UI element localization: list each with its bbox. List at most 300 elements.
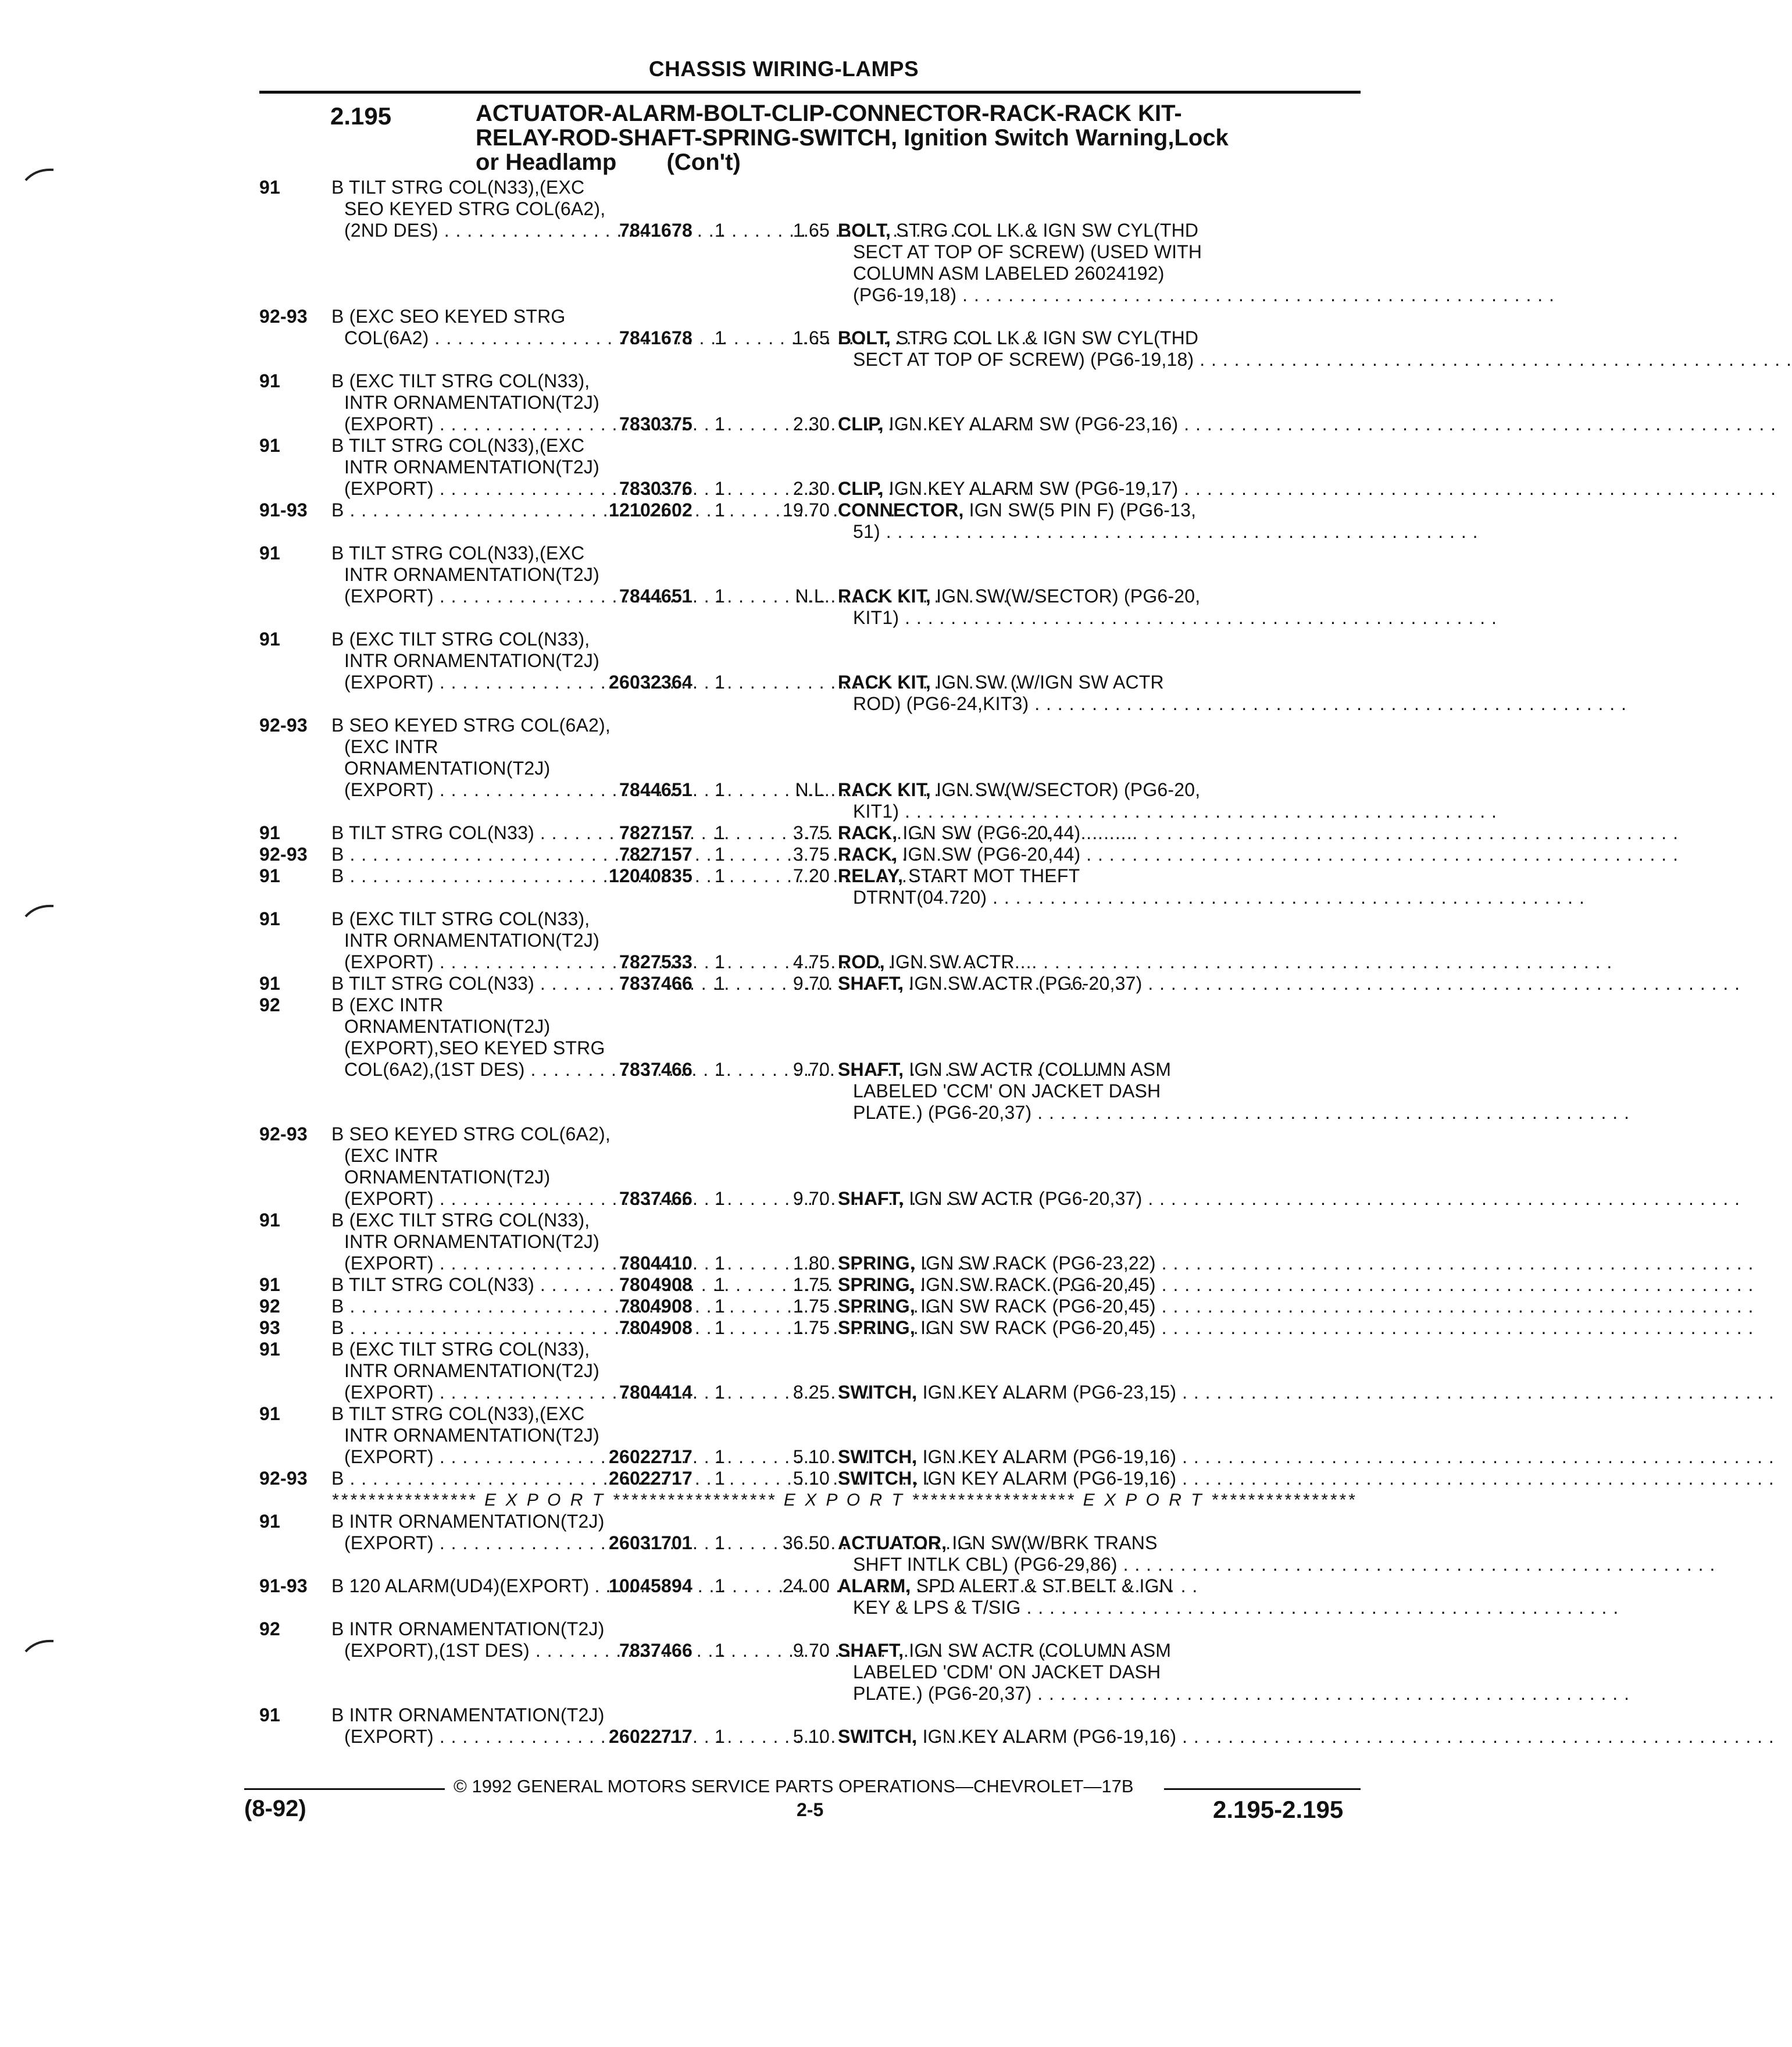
usage-line: ORNAMENTATION(T2J) — [344, 1016, 551, 1037]
part-name-keyword: RACK KIT, — [838, 586, 931, 607]
quantity: 1 — [715, 1446, 725, 1467]
part-number: 7830375 — [619, 413, 692, 434]
model-year: 91 — [259, 370, 280, 391]
usage-line: B SEO KEYED STRG COL(6A2), — [331, 715, 611, 736]
quantity-cell — [697, 1274, 742, 1296]
quantity-cell — [697, 1704, 742, 1748]
quantity: 1 — [715, 1317, 725, 1338]
quantity: 1 — [715, 413, 725, 434]
part-name-line — [838, 1296, 1219, 1317]
part-name-text: IGN SW RACK (PG6-20,45) — [920, 1296, 1156, 1317]
quantity-cell — [697, 822, 742, 844]
part-name-text: IGN KEY ALARM SW (PG6-19,17) — [888, 478, 1179, 499]
part-number: 7837466 — [619, 973, 692, 994]
part-number-cell — [578, 994, 697, 1124]
part-name-keyword: BOLT, — [838, 220, 891, 241]
quantity-cell — [697, 715, 742, 822]
part-name-line: SECT AT TOP OF SCREW) (PG6-19,18) . . . — [838, 349, 1219, 370]
part-name-text: SPD ALERT & ST BELT & IGN — [916, 1575, 1173, 1596]
part-name-text: IGN SW (PG6-20,44) — [902, 844, 1081, 865]
quantity-cell — [697, 908, 742, 973]
price-cell — [742, 1274, 838, 1296]
price-cell — [742, 1468, 838, 1489]
part-number-cell — [578, 500, 697, 543]
price: 5.10 — [793, 1726, 830, 1747]
price-cell — [742, 1704, 838, 1748]
usage-line: B TILT STRG COL(N33),(EXC — [331, 435, 585, 456]
part-name-keyword: RACK KIT, — [838, 779, 931, 800]
part-name-keyword: SPRING, — [838, 1274, 915, 1295]
usage-description — [331, 865, 578, 908]
table-row — [259, 822, 1364, 844]
price-cell — [742, 1124, 838, 1210]
part-name — [838, 543, 1219, 629]
usage-description — [331, 1618, 605, 1704]
part-number: 7804908 — [619, 1317, 692, 1338]
price: 1.75 — [793, 1296, 830, 1317]
price-cell — [742, 1296, 838, 1317]
part-name-line: SHFT INTLK CBL) (PG6-29,86) . . . — [838, 1554, 1219, 1575]
model-year: 93 — [259, 1317, 280, 1338]
price-cell — [742, 500, 838, 543]
table-row — [259, 865, 1364, 908]
part-name-keyword: ROD, — [838, 951, 885, 972]
part-number: 12040835 — [609, 865, 692, 886]
table-row — [259, 994, 1364, 1124]
usage-line: B 120 ALARM(UD4)(EXPORT) . . . . — [331, 1575, 578, 1597]
quantity: 1 — [715, 672, 725, 693]
price-cell — [742, 629, 838, 715]
price: 2.30 — [793, 478, 830, 499]
part-number: 7804414 — [619, 1382, 692, 1403]
model-year: 92-93 — [259, 844, 308, 865]
part-number-cell — [578, 1317, 697, 1339]
quantity: 1 — [715, 327, 725, 348]
usage-line: ORNAMENTATION(T2J) — [344, 758, 551, 779]
part-name-line: KIT1) . . . — [838, 607, 1219, 629]
part-number-cell — [578, 1210, 697, 1274]
usage-description — [331, 1124, 611, 1210]
export-banner: **************** E X P O R T ****************** E X P O R T ****************** E X P O R T **************** — [331, 1490, 1357, 1510]
usage-line: (EXPORT) . . . — [331, 1253, 578, 1274]
quantity: 1 — [715, 1296, 725, 1317]
part-name-keyword: SWITCH, — [838, 1468, 918, 1489]
part-name-keyword: RACK, — [838, 822, 898, 843]
part-number-cell — [578, 1575, 697, 1618]
quantity-cell — [697, 1575, 742, 1618]
part-number-cell — [578, 1511, 697, 1575]
part-name-text: IGN KEY ALARM (PG6-19,16) — [922, 1468, 1177, 1489]
usage-line: (EXPORT) . . . — [331, 1382, 578, 1403]
part-number: 7804410 — [619, 1253, 692, 1274]
part-name — [838, 715, 1219, 822]
table-row — [259, 1618, 1364, 1704]
part-number: 7841678 — [619, 220, 692, 241]
part-name-line — [838, 844, 1219, 865]
usage-line: (EXPORT),SEO KEYED STRG — [344, 1037, 605, 1058]
part-name-keyword: RELAY, — [838, 865, 904, 886]
part-name-line — [838, 586, 1219, 607]
table-row — [259, 435, 1364, 500]
part-number: 7804908 — [619, 1274, 692, 1295]
model-year: 91 — [259, 973, 280, 994]
price: 1.65 — [793, 220, 830, 241]
usage-line: B . . . — [331, 1296, 578, 1317]
part-name-keyword: RACK, — [838, 844, 898, 865]
part-name-line — [838, 327, 1219, 349]
part-name-line — [838, 779, 1219, 801]
quantity: 1 — [715, 865, 725, 886]
usage-line: B (EXC SEO KEYED STRG — [331, 306, 566, 327]
part-name — [838, 370, 1219, 435]
table-row — [259, 500, 1364, 543]
section-title-line: ACTUATOR-ALARM-BOLT-CLIP-CONNECTOR-RACK-RACK KIT- — [476, 101, 1182, 126]
section-title-line3: or Headlamp — [476, 149, 617, 175]
part-name-text: IGN SW ACTR (COLUMN ASM — [909, 1640, 1172, 1661]
table-row — [259, 908, 1364, 973]
quantity: 1 — [715, 1059, 725, 1080]
price-cell — [742, 543, 838, 629]
part-name-line: KEY & LPS & T/SIG . . . — [838, 1597, 1219, 1618]
part-name-text: IGN SW ACTR (PG6-20,37) — [909, 973, 1143, 994]
part-name — [838, 1403, 1219, 1468]
price: 1.65 — [793, 327, 830, 348]
usage-line: INTR ORNAMENTATION(T2J) — [344, 564, 599, 585]
part-name — [838, 865, 1219, 908]
part-name-keyword: SPRING, — [838, 1253, 915, 1274]
part-number: 7837466 — [619, 1188, 692, 1209]
part-name — [838, 1511, 1219, 1575]
quantity: 1 — [715, 586, 725, 607]
table-row — [259, 1511, 1364, 1575]
table-row — [259, 1124, 1364, 1210]
part-number: 7804908 — [619, 1296, 692, 1317]
price-cell — [742, 177, 838, 306]
part-number: 7837466 — [619, 1059, 692, 1080]
part-name-text: IGN SW (PG6-20,44) — [902, 822, 1081, 843]
model-year: 92-93 — [259, 1124, 308, 1144]
part-name — [838, 500, 1219, 543]
price: 3.75 — [793, 844, 830, 865]
part-name-text: IGN SW RACK (PG6-20,45) — [920, 1274, 1156, 1295]
quantity-cell — [697, 500, 742, 543]
usage-line: B TILT STRG COL(N33) . . . — [331, 973, 578, 994]
usage-description — [331, 306, 578, 370]
price: 1.80 — [793, 1253, 830, 1274]
usage-line: (EXC INTR — [344, 1145, 438, 1166]
part-number-cell — [578, 1274, 697, 1296]
usage-description — [331, 1274, 578, 1296]
part-name-line — [838, 1188, 1219, 1210]
part-name-text: IGN SW(W/BRK TRANS — [952, 1532, 1158, 1553]
model-year: 91 — [259, 435, 280, 456]
price: 5.10 — [793, 1468, 830, 1489]
part-name-line — [838, 1382, 1219, 1403]
quantity-cell — [697, 1296, 742, 1317]
quantity: 1 — [715, 844, 725, 865]
section-title — [476, 101, 1359, 174]
part-number-cell — [578, 1468, 697, 1489]
usage-line: (EXPORT),(1ST DES) . . . — [331, 1640, 578, 1661]
quantity: 1 — [715, 500, 725, 520]
usage-description — [331, 543, 599, 629]
part-name-keyword: SWITCH, — [838, 1382, 918, 1403]
price-cell — [742, 1575, 838, 1618]
part-number-cell — [578, 1618, 697, 1704]
part-number-cell — [578, 844, 697, 865]
quantity-cell — [697, 629, 742, 715]
quantity-cell — [697, 1468, 742, 1489]
usage-line: B . . . — [331, 500, 578, 521]
part-name-line: PLATE.) (PG6-20,37) . . . — [838, 1683, 1219, 1704]
part-name — [838, 973, 1219, 994]
part-name — [838, 908, 1219, 973]
model-year: 91 — [259, 1403, 280, 1424]
usage-line: B INTR ORNAMENTATION(T2J) — [331, 1511, 605, 1532]
part-name-line: (PG6-19,18) . . . — [838, 284, 1219, 306]
part-name-keyword: SPRING, — [838, 1296, 915, 1317]
price: 8.25 — [793, 1382, 830, 1403]
quantity: 1 — [715, 1726, 725, 1747]
usage-description — [331, 177, 606, 306]
price: 36.50 — [782, 1532, 830, 1553]
part-number-cell — [578, 177, 697, 306]
part-number-cell — [578, 370, 697, 435]
price: 5.10 — [793, 1446, 830, 1467]
part-name-text: IGN SW(W/SECTOR) (PG6-20, — [936, 779, 1201, 800]
part-name — [838, 1124, 1219, 1210]
usage-line: B INTR ORNAMENTATION(T2J) — [331, 1704, 605, 1725]
quantity: 1 — [715, 951, 725, 972]
part-name — [838, 822, 1219, 844]
usage-line: (EXPORT) . . . — [331, 779, 578, 801]
usage-line: B TILT STRG COL(N33) . . . — [331, 1274, 578, 1296]
usage-line: B TILT STRG COL(N33),(EXC — [331, 543, 585, 564]
usage-line: INTR ORNAMENTATION(T2J) — [344, 392, 599, 413]
quantity-cell — [697, 1403, 742, 1468]
usage-description — [331, 1317, 578, 1339]
part-name-line: COLUMN ASM LABELED 26024192) — [853, 263, 1165, 284]
usage-line: B (EXC TILT STRG COL(N33), — [331, 1210, 590, 1231]
price: 9.70 — [793, 1059, 830, 1080]
part-name-text: STRG COL LK & IGN SW CYL(THD — [896, 327, 1199, 348]
quantity-cell — [697, 1210, 742, 1274]
quantity-cell — [697, 865, 742, 908]
quantity-cell — [697, 435, 742, 500]
usage-description — [331, 994, 605, 1124]
part-number-cell — [578, 543, 697, 629]
part-name-keyword: SHAFT, — [838, 1640, 904, 1661]
price-cell — [742, 908, 838, 973]
usage-line: (EXPORT) . . . — [331, 478, 578, 500]
usage-description — [331, 973, 578, 994]
part-name-text: IGN SW ACTR (COLUMN ASM — [909, 1059, 1172, 1080]
footer-copyright: © 1992 GENERAL MOTORS SERVICE PARTS OPERATIONS—CHEVROLET—17B — [454, 1776, 1134, 1796]
model-year: 92 — [259, 994, 280, 1015]
quantity-cell — [697, 1618, 742, 1704]
part-name-text: START MOT THEFT — [908, 865, 1080, 886]
footer-rule — [244, 1788, 445, 1790]
part-number: 7827157 — [619, 844, 692, 865]
price-cell — [742, 1618, 838, 1704]
part-name-line — [838, 1274, 1219, 1296]
part-number: 26022717 — [609, 1726, 692, 1747]
part-name-keyword: CLIP, — [838, 478, 884, 499]
table-row — [259, 629, 1364, 715]
price-cell — [742, 370, 838, 435]
binder-hole-mark — [24, 164, 55, 184]
usage-description — [331, 1575, 600, 1618]
part-number-cell — [578, 973, 697, 994]
usage-line: B (EXC TILT STRG COL(N33), — [331, 1339, 590, 1360]
table-row — [259, 1274, 1364, 1296]
part-number-cell — [578, 1704, 697, 1748]
quantity: 1 — [715, 1575, 725, 1596]
usage-line: INTR ORNAMENTATION(T2J) — [344, 1231, 599, 1252]
price-cell — [742, 1403, 838, 1468]
quantity: 1 — [715, 1532, 725, 1553]
part-number-cell — [578, 1296, 697, 1317]
table-row — [259, 1296, 1364, 1317]
quantity-cell — [697, 306, 742, 370]
usage-line: B TILT STRG COL(N33) . . . — [331, 822, 578, 844]
table-row — [259, 1575, 1364, 1618]
part-name-line — [838, 478, 1219, 500]
quantity: 1 — [715, 1640, 725, 1661]
quantity: 1 — [715, 478, 725, 499]
usage-line: B (EXC TILT STRG COL(N33), — [331, 629, 590, 650]
usage-description — [331, 1296, 578, 1317]
model-year: 91 — [259, 177, 280, 198]
price-cell — [742, 865, 838, 908]
price-cell — [742, 1511, 838, 1575]
model-year: 92 — [259, 1618, 280, 1639]
part-name-line — [838, 1468, 1219, 1489]
price: 24.00 — [782, 1575, 830, 1596]
usage-description — [331, 822, 578, 844]
price: 9.70 — [793, 1640, 830, 1661]
part-name-text: IGN SW ACTR (PG6-20,37) — [909, 1188, 1143, 1209]
section-title-line — [476, 150, 1359, 174]
binder-hole-mark — [24, 1635, 55, 1655]
part-number: 26031701 — [609, 1532, 692, 1553]
part-name-line — [838, 822, 1219, 844]
usage-line: B (EXC TILT STRG COL(N33), — [331, 908, 590, 929]
usage-line: (2ND DES) . . . — [331, 220, 578, 241]
section-number: 2.195 — [330, 102, 392, 130]
usage-line: B (EXC TILT STRG COL(N33), — [331, 370, 590, 391]
usage-line: (EXPORT) . . . — [331, 413, 578, 435]
table-row — [259, 1210, 1364, 1274]
table-row — [259, 973, 1364, 994]
quantity: 1 — [715, 822, 725, 843]
part-name-keyword: SWITCH, — [838, 1446, 918, 1467]
quantity: 1 — [715, 779, 725, 800]
part-name-keyword: ALARM, — [838, 1575, 911, 1596]
usage-line: B . . . — [331, 844, 578, 865]
part-number-cell — [578, 435, 697, 500]
part-number-cell — [578, 865, 697, 908]
table-row — [259, 543, 1364, 629]
part-number: 12102602 — [609, 500, 692, 520]
usage-line: B . . . — [331, 1468, 578, 1489]
price-cell — [742, 1210, 838, 1274]
usage-description — [331, 435, 599, 500]
quantity-cell — [697, 844, 742, 865]
quantity-cell — [697, 370, 742, 435]
part-name-line — [838, 1446, 1219, 1468]
part-name — [838, 1468, 1219, 1489]
price: 3.75 — [793, 822, 830, 843]
model-year: 92-93 — [259, 715, 308, 736]
part-name — [838, 1210, 1219, 1274]
model-year: 92-93 — [259, 1468, 308, 1489]
part-name-keyword: SPRING, — [838, 1317, 915, 1338]
part-name — [838, 1704, 1219, 1748]
header-rule — [259, 91, 1361, 94]
price-cell — [742, 1339, 838, 1403]
part-number: 7841678 — [619, 327, 692, 348]
quantity-cell — [697, 543, 742, 629]
model-year: 91 — [259, 629, 280, 650]
page-title: CHASSIS WIRING-LAMPS — [648, 57, 919, 81]
table-row — [259, 1704, 1364, 1748]
usage-line: INTR ORNAMENTATION(T2J) — [344, 930, 599, 951]
quantity-cell — [697, 994, 742, 1124]
price-cell — [742, 715, 838, 822]
part-name — [838, 629, 1219, 715]
quantity-cell — [697, 177, 742, 306]
usage-line: B . . . — [331, 1317, 578, 1339]
usage-description — [331, 844, 578, 865]
model-year: 91-93 — [259, 500, 308, 520]
part-name-line — [838, 1726, 1219, 1748]
part-number-cell — [578, 1339, 697, 1403]
part-name-text: IGN KEY ALARM (PG6-19,16) — [922, 1726, 1177, 1747]
usage-line: (EXPORT) . . . — [331, 951, 578, 973]
part-name-text: IGN KEY ALARM (PG6-23,15) — [922, 1382, 1177, 1403]
usage-line: B SEO KEYED STRG COL(6A2), — [331, 1124, 611, 1144]
table-row — [259, 715, 1364, 822]
usage-line: SEO KEYED STRG COL(6A2), — [344, 198, 606, 219]
part-name-text: IGN SW ACTR — [890, 951, 1015, 972]
part-name — [838, 1575, 1219, 1618]
model-year: 91 — [259, 1274, 280, 1295]
part-name-keyword: RACK KIT, — [838, 672, 931, 693]
footer-rule — [1164, 1788, 1361, 1790]
table-row — [259, 1339, 1364, 1403]
part-name-line — [838, 1317, 1219, 1339]
price-cell — [742, 306, 838, 370]
part-number: 7844651 — [619, 779, 692, 800]
part-number: 26022717 — [609, 1446, 692, 1467]
part-name — [838, 1296, 1219, 1317]
part-name-text: IGN KEY ALARM (PG6-19,16) — [922, 1446, 1177, 1467]
part-number-cell — [578, 908, 697, 973]
model-year: 92-93 — [259, 306, 308, 327]
part-name-line — [838, 1532, 1219, 1554]
quantity: 1 — [715, 1253, 725, 1274]
model-year: 91 — [259, 822, 280, 843]
model-year: 91 — [259, 1704, 280, 1725]
part-name-keyword: SHAFT, — [838, 1059, 904, 1080]
part-number-cell — [578, 1403, 697, 1468]
usage-line: INTR ORNAMENTATION(T2J) — [344, 1425, 599, 1446]
part-name-text: IGN SW(W/SECTOR) (PG6-20, — [936, 586, 1201, 607]
price-cell — [742, 435, 838, 500]
table-row — [259, 1468, 1364, 1489]
part-name-keyword: SHAFT, — [838, 1188, 904, 1209]
